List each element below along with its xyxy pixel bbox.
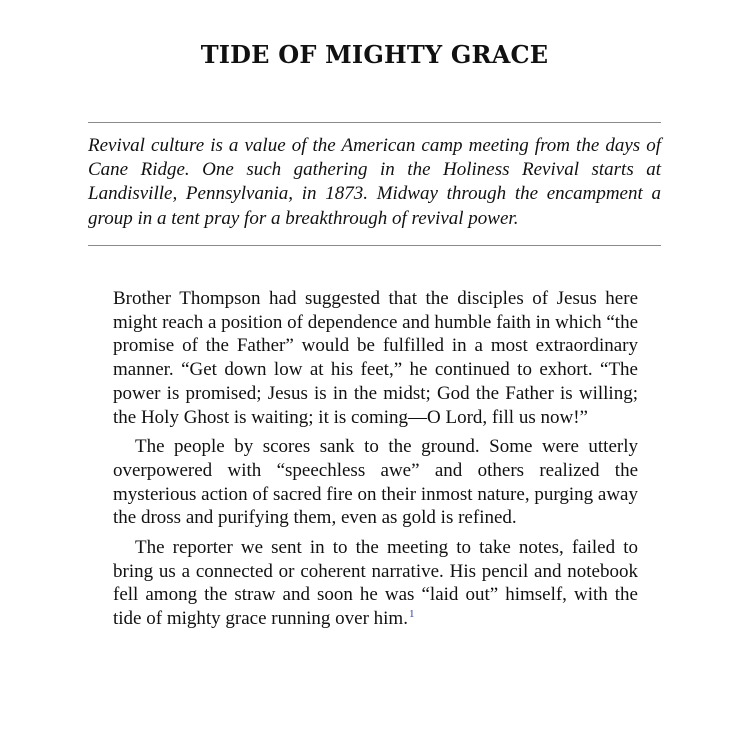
- epigraph-bottom-rule: [88, 245, 661, 246]
- paragraph-1: Brother Thompson had suggested that the disciples of Jesus here might reach a position of dependence and humble faith in which “the promise of the Father” would be fulfilled in a most extraordinary manner. “Get down low at his feet,” he continued to exhort. “The power is promised; Jesus is in the midst; God the Father is willing; the Holy Ghost is waiting; it is coming—O Lord, fill us now!”: [113, 288, 638, 428]
- body-text: [113, 287, 638, 631]
- paragraph-3: [113, 536, 638, 631]
- paragraph-3-text: The reporter we sent in to the meeting to take notes, failed to bring us a connected or coherent narrative. His pencil and notebook fell among the straw and soon he was “laid out” himself, with the tide of mighty grace running over him.: [113, 537, 638, 630]
- paragraph-2: The people by scores sank to the ground. Some were utterly overpowered with “speechless awe” and others realized the mysterious action of sacred fire on their inmost nature, purging away the dross and purifying them, even as gold is refined.: [113, 436, 638, 529]
- footnote-link[interactable]: 1: [408, 607, 415, 620]
- chapter-title: TIDE OF MIGHTY GRACE: [200, 40, 549, 69]
- epigraph-top-rule: [88, 122, 661, 123]
- epigraph: Revival culture is a value of the American camp meeting from the days of Cane Ridge. One such gathering in the Holiness Revival starts at Landisville, Pennsylvania, in 1873. Midway through the encampment a group in a tent pray for a breakthrough of revival power.: [88, 135, 661, 229]
